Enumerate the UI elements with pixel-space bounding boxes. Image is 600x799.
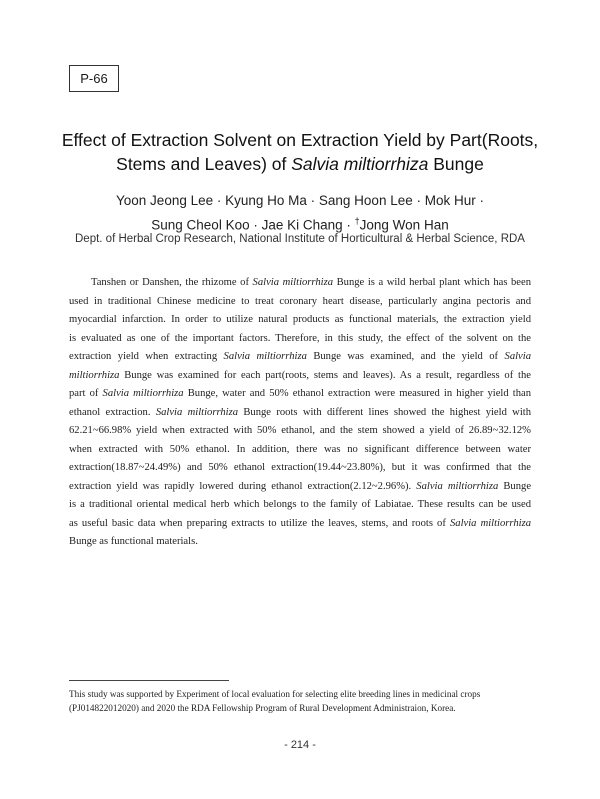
title-line-2 — [40, 152, 560, 176]
title-text: Bunge — [428, 154, 484, 174]
abstract-line: Bunge as functional materials. — [69, 536, 198, 547]
abstract-line: when extracted with 50% ethanol. In addition, there was no significant difference between water — [69, 443, 531, 455]
abstract-line: ethanol extraction. Salvia miltiorrhiza Bunge roots with different lines showed the highest yield with — [69, 406, 532, 418]
footnote-line: This study was supported by Experiment of local evaluation for selecting elite breeding lines in medicinal crops — [69, 689, 481, 699]
poster-number-badge: P-66 — [69, 65, 119, 92]
abstract-line: Tanshen or Danshen, the rhizome of Salvia miltiorrhiza Bunge is a wild herbal plant which has been — [91, 277, 532, 288]
abstract-line: extraction yield was rapidly lowered during ethanol extraction(2.12~2.96%). Salvia miltiorrhiza Bunge — [69, 480, 532, 492]
page-number: - 214 - — [284, 739, 316, 751]
corresponding-author-mark: † — [354, 216, 360, 226]
footnote-divider — [69, 680, 229, 681]
species-name: Salvia miltiorrhiza — [291, 154, 429, 174]
abstract-line: extraction yield when extracting Salvia miltiorrhiza Bunge was examined, and the yield of Salvia — [69, 351, 531, 362]
abstract-line: used in traditional Chinese medicine to treat coronary heart disease, particularly angina pectoris and — [69, 295, 531, 307]
abstract-line: miltiorrhiza Bunge was examined for each part(roots, stems and leaves). As a result, regardless of the — [69, 369, 531, 381]
paper-title — [40, 128, 560, 176]
abstract-line: myocardial infarction. In order to utilize natural products as functional materials, the extraction yield — [69, 314, 531, 325]
footnote-line: (PJ014822012020) and 2020 the RDA Fellowship Program of Rural Development Administraion, Korea. — [69, 703, 456, 713]
affiliation: Dept. of Herbal Crop Research, National Institute of Horticultural & Herbal Science, RDA — [75, 233, 525, 245]
abstract-line: extraction(18.87~24.49%) and 50% ethanol extraction(19.44~23.80%), but it was confirmed that the — [69, 462, 531, 473]
abstract-line: is a traditional oriental medical herb which belongs to the family of Labiatae. These results can be used — [69, 499, 531, 510]
title-line-1: Effect of Extraction Solvent on Extraction Yield by Part(Roots, — [61, 130, 539, 150]
abstract-line: 62.21~66.98% yield when extracted with 50% ethanol, and the stem showed a yield of 26.89~32.12% — [69, 425, 531, 436]
abstract-line: as useful basic data when preparing extracts to utilize the leaves, stems, and roots of Salvia miltiorrhiza — [69, 517, 531, 529]
abstract-line: part of Salvia miltiorrhiza Bunge, water and 50% ethanol extraction were measured in higher yield than — [69, 388, 532, 399]
funding-footnote — [69, 687, 531, 715]
author-names: Sung Cheol Koo · Jae Ki Chang · — [151, 217, 355, 233]
abstract-body — [69, 274, 531, 552]
authors-line-1: Yoon Jeong Lee · Kyung Ho Ma · Sang Hoon Lee · Mok Hur · — [116, 193, 484, 208]
author-list — [40, 191, 560, 236]
title-text: Stems and Leaves) of — [116, 154, 292, 174]
abstract-line: is evaluated as one of the important factors. Therefore, in this study, the effect of the solvent on the — [69, 332, 531, 344]
author-names: Jong Won Han — [359, 217, 449, 233]
